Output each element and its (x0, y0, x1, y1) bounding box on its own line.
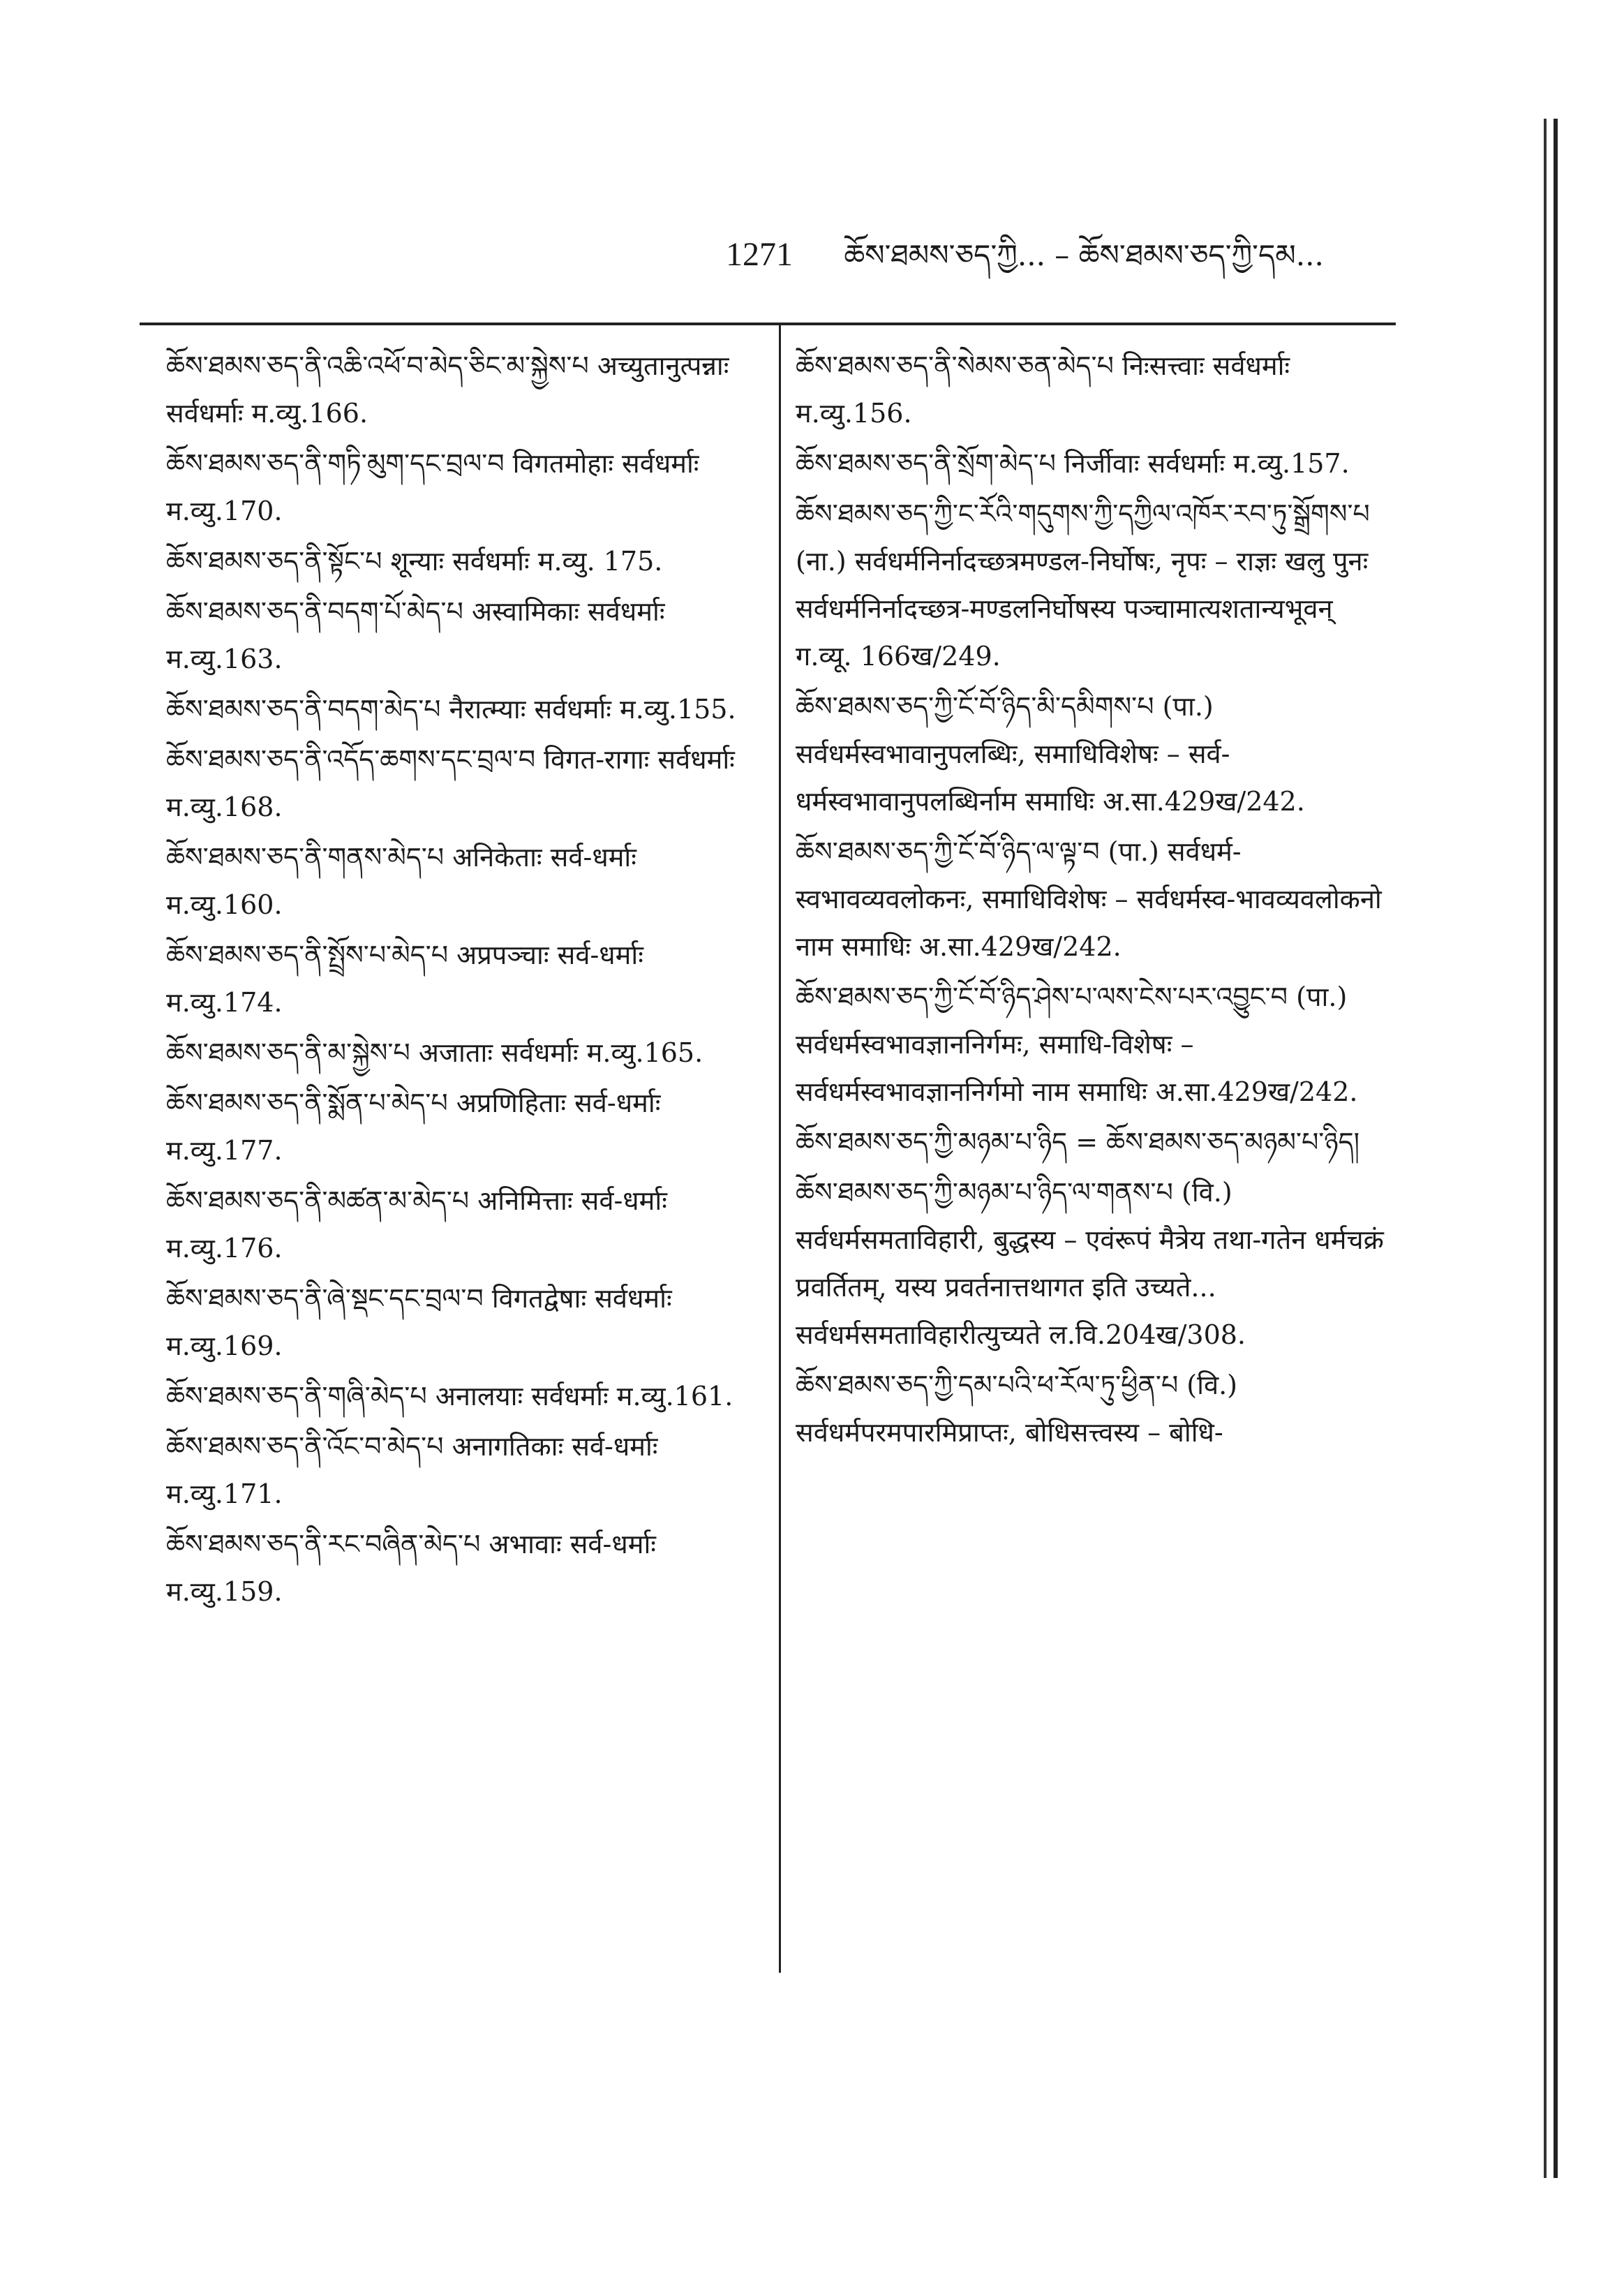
dictionary-entry (796, 1169, 1396, 1358)
headword: ཆོས་ཐམས་ཅད་ནི་སྤྲོས་པ་མེད་པ (166, 940, 449, 970)
gloss: शून्याः सर्वधर्माः म.व्यु. 175. (390, 546, 663, 577)
headword: ཆོས་ཐམས་ཅད་ནི་སྨོན་པ་མེད་པ (166, 1088, 448, 1118)
page-number: 1271 (726, 236, 793, 273)
gloss: (पा.) सर्वधर्मस्वभावज्ञाननिर्गमः, समाधि-विशेषः – सर्वधर्मस्वभावज्ञाननिर्गमो नाम समाधिः अ.सा.429ख/242. (796, 981, 1358, 1107)
headword: ཆོས་ཐམས་ཅད་ཀྱི་ང་རོའི་གདུགས་ཀྱི་དཀྱིལ་འཁོར་རབ་ཏུ་སྒྲོགས་པ (796, 498, 1370, 529)
gloss: अनिमित्ताः सर्व-धर्माः म.व्यु.176. (166, 1185, 667, 1264)
gloss: अप्रपञ्चाः सर्व-धर्माः म.व्यु.174. (166, 940, 643, 1018)
dictionary-entry (166, 1275, 752, 1370)
dictionary-entry (166, 1372, 752, 1420)
gloss: अनालयाः सर्वधर्माः म.व्यु.161. (435, 1381, 733, 1412)
headword: ཆོས་ཐམས་ཅད་ནི་ཞེ་སྡང་དང་བྲལ་བ (166, 1283, 484, 1314)
headword: ཆོས་ཐམས་ཅད་ཀྱི་ངོ་བོ་ཉིད་མི་དམིགས་པ (796, 691, 1154, 722)
dictionary-entry (796, 1118, 1396, 1166)
dictionary-entry (796, 683, 1396, 825)
headword: ཆོས་ཐམས་ཅད་ནི་བདག་མེད་པ (166, 694, 441, 725)
page-edge-line (1544, 119, 1547, 2178)
right-column (796, 342, 1396, 1459)
headword: ཆོས་ཐམས་ཅད་ནི་གནས་མེད་པ (166, 842, 445, 873)
header-rule (140, 323, 1396, 325)
dictionary-entry (166, 342, 752, 437)
gloss: अच्युतानुत्पन्नाः सर्वधर्माः म.व्यु.166. (166, 350, 729, 429)
gloss: अप्रणिहिताः सर्व-धर्माः म.व्यु.177. (166, 1088, 661, 1166)
gloss: अस्वामिकाः सर्वधर्माः म.व्यु.163. (166, 596, 665, 674)
gloss: = ཆོས་ཐམས་ཅད་མཉམ་པ་ཉིད། (1075, 1127, 1360, 1157)
headword: ཆོས་ཐམས་ཅད་ཀྱི་ངོ་བོ་ཉིད་ཤེས་པ་ལས་ངེས་པར་འབྱུང་བ (796, 981, 1288, 1012)
headword: ཆོས་ཐམས་ཅད་ནི་འོང་བ་མེད་པ (166, 1431, 444, 1462)
gloss: अनिकेताः सर्व-धर्माः म.व्यु.160. (166, 842, 636, 920)
headword: ཆོས་ཐམས་ཅད་ནི་བདག་པོ་མེད་པ (166, 596, 463, 627)
column-divider (779, 325, 781, 1973)
dictionary-entry (166, 1520, 752, 1615)
dictionary-entry (166, 1177, 752, 1272)
dictionary-entry (166, 931, 752, 1026)
headword: ཆོས་ཐམས་ཅད་ནི་སྲོག་མེད་པ (796, 448, 1056, 479)
headword: ཆོས་ཐམས་ཅད་ཀྱི་མཉམ་པ་ཉིད་ལ་གནས་པ (796, 1177, 1173, 1208)
dictionary-entry (166, 588, 752, 683)
headword: ཆོས་ཐམས་ཅད་ནི་མ་སྐྱེས་པ (166, 1037, 410, 1068)
gloss: निर्जीवाः सर्वधर्माः म.व्यु.157. (1064, 448, 1350, 479)
headword: ཆོས་ཐམས་ཅད་ནི་སེམས་ཅན་མེད་པ (796, 350, 1114, 381)
headword: ཆོས་ཐམས་ཅད་ནི་གཏི་མུག་དང་བྲལ་བ (166, 448, 505, 479)
dictionary-entry (796, 440, 1396, 487)
dictionary-entry (166, 736, 752, 831)
gloss: (ना.) सर्वधर्मनिर्नादच्छत्रमण्डल-निर्घोषः, नृपः – राज्ञः खलु पुनः सर्वधर्मनिर्नादच्छत्र-मण्डलनिर्घोषस्य पञ्चामात्यशतान्यभूवन् ग.व्यू. 166ख/249. (796, 546, 1369, 672)
gloss: निःसत्त्वाः सर्वधर्माः म.व्यु.156. (796, 350, 1290, 429)
dictionary-entry (796, 1361, 1396, 1456)
page-edge-line (1554, 119, 1558, 2178)
headword: ཆོས་ཐམས་ཅད་ཀྱི་ངོ་བོ་ཉིད་ལ་ལྟ་བ (796, 836, 1100, 867)
left-column (166, 342, 752, 1618)
dictionary-entry (796, 342, 1396, 437)
headword: ཆོས་ཐམས་ཅད་ཀྱི་དམ་པའི་ཕ་རོལ་ཏུ་ཕྱིན་པ (796, 1370, 1179, 1400)
dictionary-entry (796, 490, 1396, 680)
gloss: विगतमोहाः सर्वधर्माः म.व्यु.170. (166, 448, 699, 526)
dictionary-entry (796, 973, 1396, 1116)
dictionary-entry (166, 833, 752, 928)
gloss: अजाताः सर्वधर्माः म.व्यु.165. (418, 1037, 703, 1068)
gloss: (पा.) सर्वधर्मस्वभावानुपलब्धिः, समाधिविशेषः – सर्व-धर्मस्वभावानुपलब्धिर्नाम समाधिः अ.सा.429ख/242. (796, 691, 1305, 817)
dictionary-entry (166, 440, 752, 535)
dictionary-entry (796, 828, 1396, 970)
headword: ཆོས་ཐམས་ཅད་ཀྱི་མཉམ་པ་ཉིད (796, 1127, 1068, 1157)
gloss: (पा.) सर्वधर्म-स्वभावव्यवलोकनः, समाधिविशेषः – सर्वधर्मस्व-भावव्यवलोकनो नाम समाधिः अ.सा.429ख/242. (796, 836, 1382, 962)
dictionary-entry (166, 538, 752, 585)
gloss: (वि.) सर्वधर्मसमताविहारी, बुद्धस्य – एवंरूपं मैत्रेय तथा-गतेन धर्मचक्रं प्रवर्तितम्, यस्य प्रवर्तनात्तथागत इति उच्यते... सर्वधर्मसमताविहारीत्युच्यते ल.वि.204ख/308. (796, 1177, 1384, 1350)
headword: ཆོས་ཐམས་ཅད་ནི་མཚན་མ་མེད་པ (166, 1185, 470, 1216)
gloss: (वि.) सर्वधर्मपरमपारमिप्राप्तः, बोधिसत्त्वस्य – बोधि- (796, 1370, 1237, 1448)
gloss: अनागतिकाः सर्व-धर्माः म.व्यु.171. (166, 1431, 658, 1509)
headword: ཆོས་ཐམས་ཅད་ནི་སྟོང་པ (166, 546, 382, 577)
running-head: ཆོས་ཐམས་ཅད་ཀྱི... – ཆོས་ཐམས་ཅད་ཀྱི་དམ... (844, 238, 1324, 272)
gloss: विगत-रागाः सर्वधर्माः म.व्यु.168. (166, 744, 735, 822)
headword: ཆོས་ཐམས་ཅད་ནི་འདོད་ཆགས་དང་བྲལ་བ (166, 744, 536, 775)
dictionary-entry (166, 1079, 752, 1174)
dictionary-entry (166, 1423, 752, 1518)
headword: ཆོས་ཐམས་ཅད་ནི་རང་བཞིན་མེད་པ (166, 1529, 481, 1559)
dictionary-entry (166, 1029, 752, 1076)
gloss: नैरात्म्याः सर्वधर्माः म.व्यु.155. (449, 694, 736, 725)
gloss: अभावाः सर्व-धर्माः म.व्यु.159. (166, 1529, 656, 1607)
dictionary-entry (166, 686, 752, 733)
headword: ཆོས་ཐམས་ཅད་ནི་གཞི་མེད་པ (166, 1381, 427, 1412)
headword: ཆོས་ཐམས་ཅད་ནི་འཆི་འཕོ་བ་མེད་ཅིང་མ་སྐྱེས་པ (166, 350, 589, 381)
running-header (726, 230, 1403, 279)
gloss: विगतद्वेषाः सर्वधर्माः म.व्यु.169. (166, 1283, 672, 1361)
